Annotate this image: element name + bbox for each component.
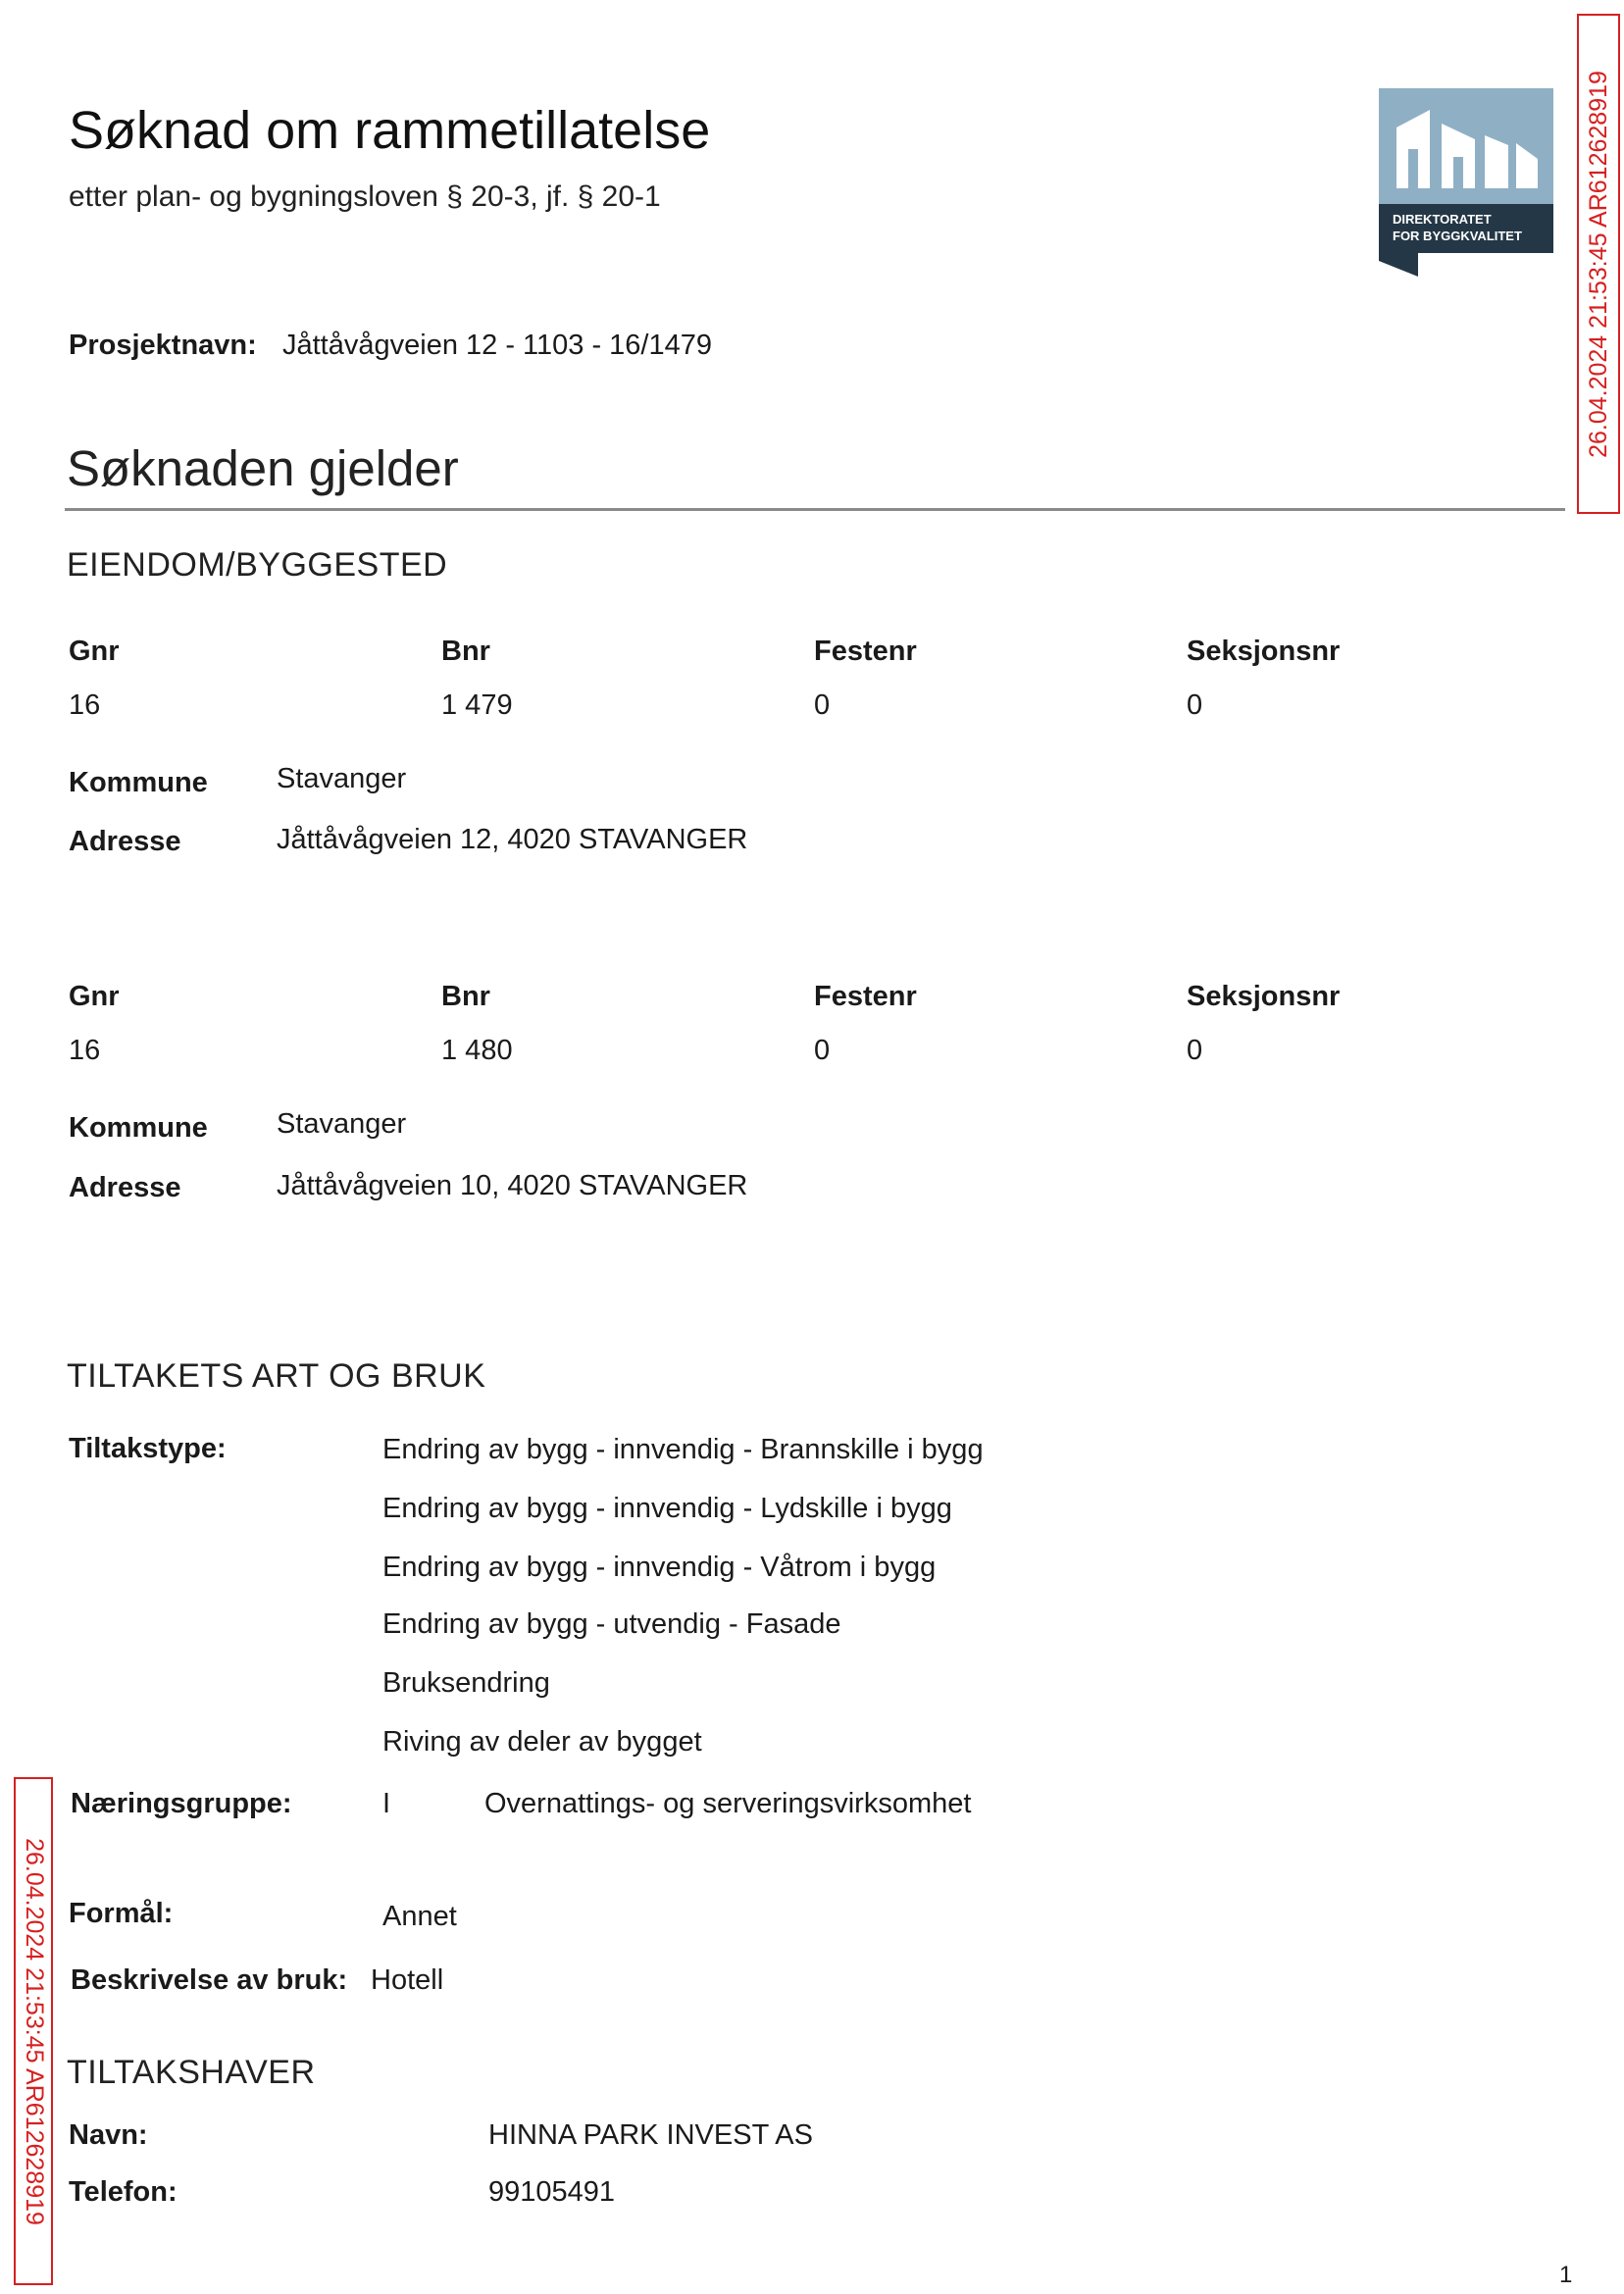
kommune-value: Stavanger xyxy=(277,1108,407,1140)
bnr-label: Bnr xyxy=(441,981,490,1012)
bnr-value: 1 479 xyxy=(441,689,513,721)
festenr-label: Festenr xyxy=(814,636,917,667)
naeringsgruppe-value: Overnattings- og serveringsvirksomhet xyxy=(484,1788,972,1819)
naeringsgruppe-code: I xyxy=(382,1788,391,1819)
gnr-label: Gnr xyxy=(69,636,120,667)
telefon-label: Telefon: xyxy=(69,2176,178,2208)
stamp-text: 26.04.2024 21:53:45 AR612628919 xyxy=(20,1837,48,2225)
tiltakshaver-heading: TILTAKSHAVER xyxy=(67,2054,316,2091)
document-subtitle: etter plan- og bygningsloven § 20-3, jf. § 20-1 xyxy=(69,180,661,213)
kommune-value: Stavanger xyxy=(277,763,407,794)
bruk-value: Hotell xyxy=(371,1964,444,1996)
seksjonsnr-label: Seksjonsnr xyxy=(1187,981,1341,1012)
kommune-label: Kommune xyxy=(69,1112,208,1144)
property-heading: EIENDOM/BYGGESTED xyxy=(67,546,448,584)
telefon-value: 99105491 xyxy=(488,2176,616,2208)
adresse-label: Adresse xyxy=(69,826,181,857)
tiltakstype-item: Bruksendring xyxy=(382,1667,550,1699)
tiltakstype-item: Endring av bygg - innvendig - Brannskille i bygg xyxy=(382,1434,984,1465)
tiltakstype-label: Tiltakstype: xyxy=(69,1433,227,1464)
bnr-label: Bnr xyxy=(441,636,490,667)
section-divider xyxy=(65,508,1565,511)
festenr-value: 0 xyxy=(814,689,831,721)
section-title: Søknaden gjelder xyxy=(67,440,459,496)
seksjonsnr-value: 0 xyxy=(1187,689,1203,721)
project-label: Prosjektnavn: xyxy=(69,330,257,361)
adresse-value: Jåttåvågveien 12, 4020 STAVANGER xyxy=(277,824,748,855)
tiltakstype-item: Riving av deler av bygget xyxy=(382,1726,702,1758)
bnr-value: 1 480 xyxy=(441,1035,513,1066)
stamp-text: 26.04.2024 21:53:45 AR612628919 xyxy=(1584,70,1612,458)
tiltakstype-item: Endring av bygg - innvendig - Lydskille i bygg xyxy=(382,1493,952,1524)
navn-label: Navn: xyxy=(69,2119,148,2151)
formaal-value: Annet xyxy=(382,1901,457,1932)
archive-stamp-right xyxy=(1577,14,1620,514)
adresse-label: Adresse xyxy=(69,1172,181,1203)
festenr-label: Festenr xyxy=(814,981,917,1012)
document-title: Søknad om rammetillatelse xyxy=(69,101,711,160)
festenr-value: 0 xyxy=(814,1035,831,1066)
gnr-value: 16 xyxy=(69,689,101,721)
tiltakstype-item: Endring av bygg - innvendig - Våtrom i bygg xyxy=(382,1552,937,1583)
seksjonsnr-label: Seksjonsnr xyxy=(1187,636,1341,667)
project-value: Jåttåvågveien 12 - 1103 - 16/1479 xyxy=(282,330,713,361)
navn-value: HINNA PARK INVEST AS xyxy=(488,2119,813,2151)
logo-text-2: FOR BYGGKVALITET xyxy=(1393,229,1522,243)
bruk-label: Beskrivelse av bruk: xyxy=(71,1964,348,1996)
formaal-label: Formål: xyxy=(69,1898,174,1929)
dibk-logo xyxy=(1379,88,1553,277)
logo-text-1: DIREKTORATET xyxy=(1393,212,1492,227)
page-number: 1 xyxy=(1559,2262,1573,2288)
gnr-label: Gnr xyxy=(69,981,120,1012)
gnr-value: 16 xyxy=(69,1035,101,1066)
adresse-value: Jåttåvågveien 10, 4020 STAVANGER xyxy=(277,1170,748,1201)
naeringsgruppe-label: Næringsgruppe: xyxy=(71,1788,292,1819)
kommune-label: Kommune xyxy=(69,767,208,798)
archive-stamp-left xyxy=(14,1777,53,2285)
tiltakstype-item: Endring av bygg - utvendig - Fasade xyxy=(382,1608,841,1640)
seksjonsnr-value: 0 xyxy=(1187,1035,1203,1066)
tiltak-heading: TILTAKETS ART OG BRUK xyxy=(67,1357,486,1395)
